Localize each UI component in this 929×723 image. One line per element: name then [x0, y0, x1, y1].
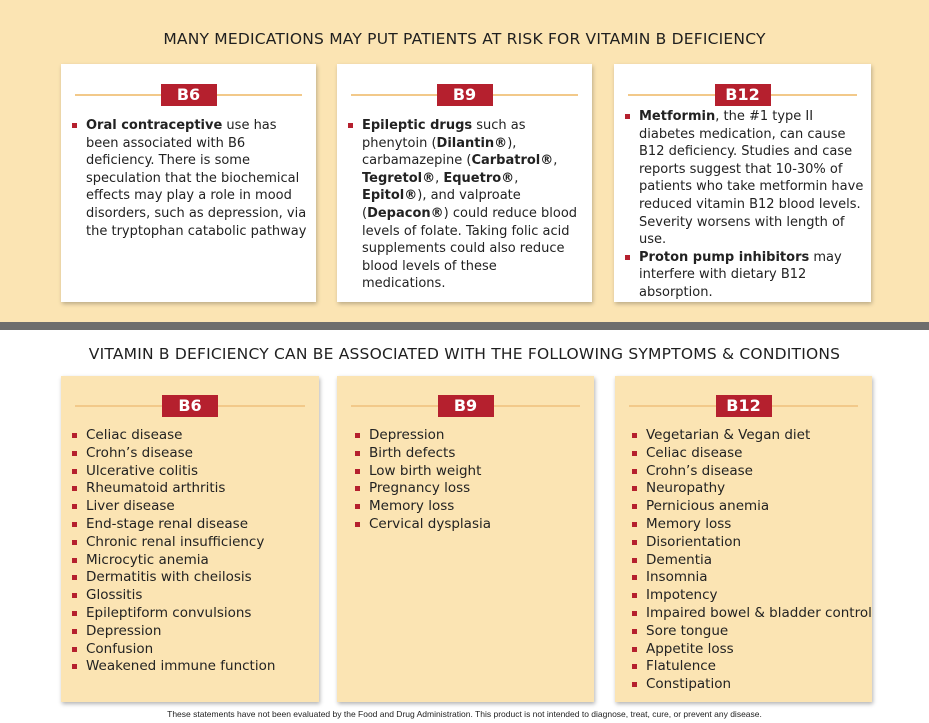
badge-row: [614, 84, 871, 106]
bullet-icon: [348, 123, 353, 128]
bullet-icon: [625, 114, 630, 119]
symptoms-card-b9: [337, 376, 594, 702]
list-item: Chronic renal insufficiency: [72, 534, 275, 552]
b9-medication-item: [348, 117, 584, 293]
vitamin-badge-b12: B12: [716, 395, 772, 417]
list-item: Weakened immune function: [72, 658, 275, 676]
list-item: Memory loss: [355, 498, 491, 516]
list-item: Impaired bowel & bladder control: [632, 605, 872, 623]
medications-heading: MANY MEDICATIONS MAY PUT PATIENTS AT RISK FOR VITAMIN B DEFICIENCY: [163, 30, 766, 48]
list-item: End-stage renal disease: [72, 516, 275, 534]
vitamin-badge-b9: B9: [437, 84, 493, 106]
b9-text-part: ) could reduce blood levels of folate. Taking folic acid supplements could also reduce blood levels of these medications.: [362, 205, 578, 292]
b12-symptom-list: [632, 427, 872, 694]
b6-drug-description: use has been associated with B6 deficiency. There is some speculation that the biochemical effects may play a role in mood disorders, such as depression, via the tryptophan catabolic pathway: [86, 118, 307, 239]
b9-drug-name: Dilantin®: [436, 135, 508, 151]
list-item: Celiac disease: [632, 445, 872, 463]
badge-row: [61, 395, 319, 417]
vitamin-badge-b12: B12: [715, 84, 771, 106]
b9-drug-class: Epileptic drugs: [362, 118, 473, 133]
medication-card-b6: [61, 64, 316, 302]
list-item: Pregnancy loss: [355, 480, 491, 498]
list-item: Depression: [355, 427, 491, 445]
b12-medication-item: [625, 249, 867, 302]
b9-drug-name: Equetro®: [443, 170, 515, 186]
list-item: Celiac disease: [72, 427, 275, 445]
list-item: Epileptiform convulsions: [72, 605, 275, 623]
badge-row: [615, 395, 872, 417]
b12-drug-description: may interfere with dietary B12 absorption.: [639, 249, 842, 300]
b12-medication-text: [625, 108, 867, 302]
b6-symptom-list: [72, 427, 275, 676]
b6-medication-text: [72, 117, 310, 240]
list-item: Confusion: [72, 641, 275, 659]
list-item: Depression: [72, 623, 275, 641]
b9-drug-name: Tegretol®: [362, 170, 436, 186]
symptoms-card-b12: [615, 376, 872, 702]
list-item: Impotency: [632, 587, 872, 605]
list-item: Appetite loss: [632, 641, 872, 659]
list-item: Constipation: [632, 676, 872, 694]
b9-text-part: ,: [435, 170, 444, 186]
fda-disclaimer: These statements have not been evaluated by the Food and Drug Administration. This product is not intended to diagnose, treat, cure, or prevent any disease.: [167, 709, 762, 719]
list-item: Dermatitis with cheilosis: [72, 569, 275, 587]
list-item: Low birth weight: [355, 463, 491, 481]
badge-row: [337, 395, 594, 417]
list-item: Disorientation: [632, 534, 872, 552]
b9-text-part: ), carbamazepine (: [362, 135, 517, 169]
list-item: Crohn’s disease: [72, 445, 275, 463]
bullet-icon: [72, 123, 77, 128]
b9-drug-name: Depacon®: [367, 205, 444, 221]
section-divider: [0, 322, 929, 330]
badge-row: [61, 84, 316, 106]
b12-medication-item: [625, 108, 867, 249]
medication-card-b9: [337, 64, 592, 302]
list-item: Dementia: [632, 552, 872, 570]
b9-drug-name: Carbatrol®: [471, 153, 554, 169]
list-item: Neuropathy: [632, 480, 872, 498]
b12-drug-description: , the #1 type II diabetes medication, can cause B12 deficiency. Studies and case reports suggest that 10-30% of patients who take metformin have reduced vitamin B12 blood levels. Severity worsens with length of use.: [639, 109, 864, 248]
list-item: Memory loss: [632, 516, 872, 534]
badge-row: [337, 84, 592, 106]
list-item: Pernicious anemia: [632, 498, 872, 516]
medication-card-b12: [614, 64, 871, 302]
b12-drug-name: Metformin: [639, 109, 716, 124]
b9-text-part: ), and valproate (: [362, 188, 521, 221]
b9-text-part: such as phenytoin (: [362, 118, 526, 151]
b9-text-part: ,: [553, 153, 558, 169]
vitamin-badge-b9: B9: [438, 395, 494, 417]
list-item: Flatulence: [632, 658, 872, 676]
b9-medication-text: [348, 117, 584, 293]
list-item: Microcytic anemia: [72, 552, 275, 570]
list-item: Rheumatoid arthritis: [72, 480, 275, 498]
b6-drug-name: Oral contraceptive: [86, 118, 223, 133]
list-item: Glossitis: [72, 587, 275, 605]
bullet-icon: [625, 255, 630, 260]
b9-drug-name: Epitol®: [362, 188, 418, 204]
list-item: Sore tongue: [632, 623, 872, 641]
b6-medication-item: [72, 117, 310, 240]
symptoms-card-b6: [61, 376, 319, 702]
b12-drug-name: Proton pump inhibitors: [639, 249, 810, 265]
b9-text-part: ,: [514, 170, 519, 186]
list-item: Insomnia: [632, 569, 872, 587]
vitamin-badge-b6: B6: [162, 395, 218, 417]
list-item: Vegetarian & Vegan diet: [632, 427, 872, 445]
list-item: Birth defects: [355, 445, 491, 463]
b9-symptom-list: [355, 427, 491, 534]
list-item: Ulcerative colitis: [72, 463, 275, 481]
vitamin-badge-b6: B6: [161, 84, 217, 106]
list-item: Cervical dysplasia: [355, 516, 491, 534]
symptoms-heading: VITAMIN B DEFICIENCY CAN BE ASSOCIATED WITH THE FOLLOWING SYMPTOMS & CONDITIONS: [88, 345, 841, 363]
list-item: Crohn’s disease: [632, 463, 872, 481]
list-item: Liver disease: [72, 498, 275, 516]
